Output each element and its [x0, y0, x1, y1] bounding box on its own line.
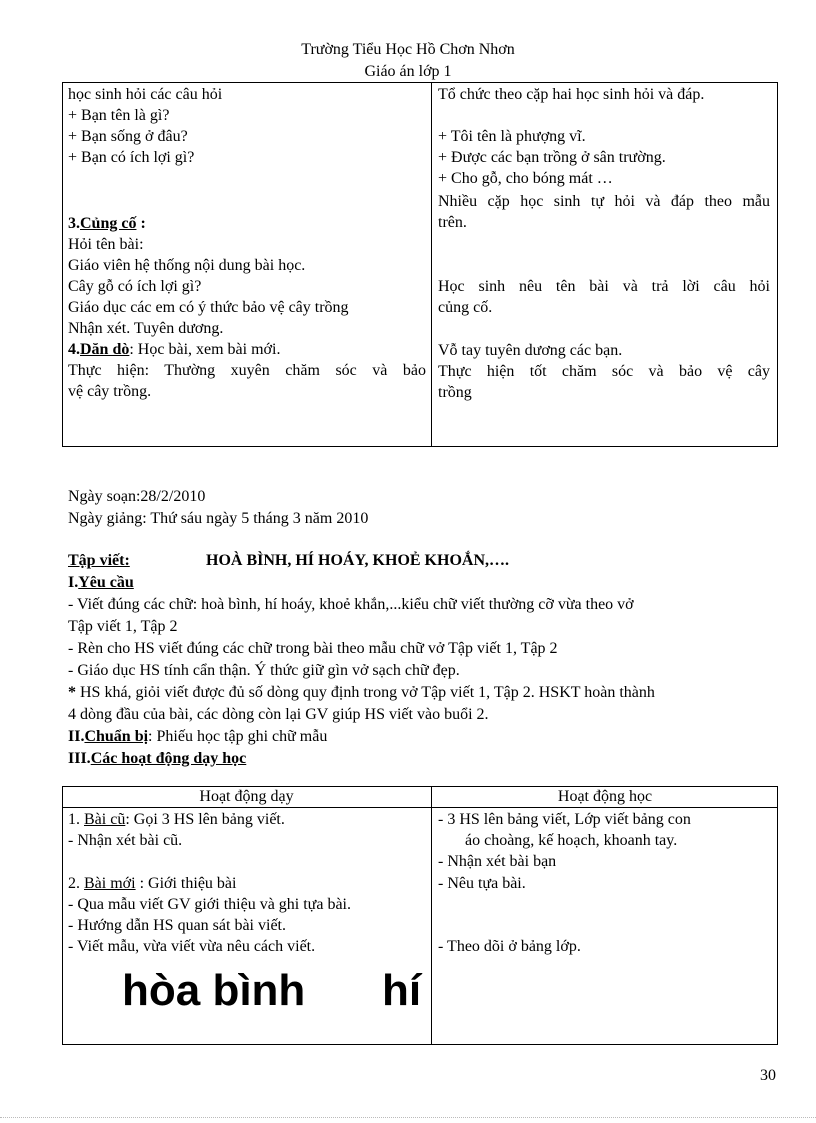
text-line: áo choàng, kế hoạch, khoanh tay.	[465, 832, 678, 849]
school-name: Trường Tiểu Học Hồ Chơn Nhơn	[301, 41, 515, 58]
section-colon: :	[136, 215, 146, 232]
page-number: 30	[760, 1067, 776, 1084]
question-item: + Bạn có ích lợi gì?	[68, 149, 195, 166]
handwriting-sample-hi: hí	[382, 966, 422, 1015]
text-line: - Viết mẫu, vừa viết vừa nêu cách viết.	[68, 938, 316, 955]
text-line: Thực hiện: Thường xuyên chăm sóc và bảo	[68, 362, 426, 379]
lesson-body	[68, 486, 788, 776]
text-line: học sinh hỏi các câu hỏi	[68, 86, 223, 103]
star-marker: *	[68, 684, 76, 701]
text-line: Giáo dục các em có ý thức bảo vệ cây trồng	[68, 299, 349, 316]
text-line: - Hướng dẫn HS quan sát bài viết.	[68, 917, 286, 934]
text-line: củng cố.	[438, 299, 493, 316]
question-item: + Bạn sống ở đâu?	[68, 128, 188, 145]
text-line: Vỗ tay tuyên dương các bạn.	[438, 342, 623, 359]
teaching-date: Ngày giảng: Thứ sáu ngày 5 tháng 3 năm 2010	[68, 510, 369, 527]
text-line: Tổ chức theo cặp hai học sinh hỏi và đáp.	[438, 86, 705, 103]
header-teaching-activity: Hoạt động dạy	[199, 788, 294, 805]
section-heading-yeu-cau	[68, 572, 788, 593]
subject-label: Tập viết:	[68, 552, 130, 569]
section-title: Chuẩn bị	[84, 728, 149, 745]
table-bottom-divider	[431, 786, 432, 1045]
answer-item: + Được các bạn trồng ở sân trường.	[438, 149, 666, 166]
text-line: Nhiều cặp học sinh tự hỏi và đáp theo mẫu	[438, 193, 770, 210]
objective-item: - Giáo dục HS tính cẩn thận. Ý thức giữ gìn vở sạch chữ đẹp.	[68, 662, 460, 679]
text-line: - Nhận xét bài bạn	[438, 853, 557, 870]
objective-item: - Viết đúng các chữ: hoà bình, hí hoáy, khoẻ khắn,...kiểu chữ viết thường cỡ vừa theo vở	[68, 596, 634, 613]
objective-item-advanced	[68, 682, 788, 703]
item-title: Bài mới	[84, 875, 136, 892]
text-line: vệ cây trồng.	[68, 383, 152, 400]
table-bottom-right-cell	[438, 809, 772, 1039]
text-line: Học sinh nêu tên bài và trả lời câu hỏi	[438, 278, 770, 295]
question-item: + Bạn tên là gì?	[68, 107, 170, 124]
item-number: 2.	[68, 875, 84, 892]
objective-text: HS khá, giỏi viết được đủ số dòng quy định trong vở Tập viết 1, Tập 2. HSKT hoàn thành	[76, 684, 655, 701]
section-number: I.	[68, 574, 79, 591]
text-line: - Qua mẫu viết GV giới thiệu và ghi tựa bài.	[68, 896, 351, 913]
handwriting-sample-hoa-binh: hòa bình	[122, 966, 306, 1015]
table-top-left-cell	[68, 84, 426, 424]
text-line: Giáo viên hệ thống nội dung bài học.	[68, 257, 306, 274]
new-lesson-line	[68, 873, 426, 894]
item-text: : Gọi 3 HS lên bảng viết.	[125, 811, 285, 828]
page-bottom-rule	[0, 1117, 816, 1118]
lesson-title: HOÀ BÌNH, HÍ HOÁY, KHOẺ KHOẮN,….	[206, 552, 509, 569]
table-top-divider	[431, 82, 432, 447]
section-rest: : Học bài, xem bài mới.	[129, 341, 281, 358]
item-text: : Giới thiệu bài	[135, 875, 237, 892]
text-line: trên.	[438, 214, 467, 231]
header-learning-activity: Hoạt động học	[557, 788, 653, 805]
text-line: - Nêu tựa bài.	[438, 875, 526, 892]
section-title: Dăn dò	[80, 341, 130, 358]
section-title: Các hoạt động dạy học	[90, 750, 247, 767]
section-number: 3.	[68, 215, 80, 232]
item-title: Bài cũ	[84, 811, 126, 828]
section-number: 4.	[68, 341, 80, 358]
section-heading-hoat-dong	[68, 748, 788, 769]
item-number: 1.	[68, 811, 84, 828]
old-lesson-line	[68, 809, 426, 830]
table-bottom-header-rule	[62, 807, 778, 808]
text-line: Thực hiện tốt chăm sóc và bảo vệ cây	[438, 363, 770, 380]
section-heading-dan-do	[68, 339, 426, 360]
class-title: Giáo án lớp 1	[364, 63, 452, 80]
table-bottom-left-cell	[68, 809, 426, 1039]
section-number: III.	[68, 750, 91, 767]
section-number: II.	[68, 728, 85, 745]
section-heading-cung-co	[68, 213, 426, 234]
section-rest: : Phiếu học tập ghi chữ mẫu	[148, 728, 328, 745]
text-line: - 3 HS lên bảng viết, Lớp viết bảng con	[438, 811, 691, 828]
text-line: Hỏi tên bài:	[68, 236, 144, 253]
text-line: - Nhận xét bài cũ.	[68, 832, 183, 849]
section-title: Yêu cầu	[78, 574, 134, 591]
answer-item: + Cho gỗ, cho bóng mát …	[438, 170, 613, 187]
section-title: Củng cố	[80, 215, 137, 232]
prepared-date: Ngày soạn:28/2/2010	[68, 488, 206, 505]
objective-item-cont: 4 dòng đầu của bài, các dòng còn lại GV giúp HS viết vào buổi 2.	[68, 706, 489, 723]
answer-item: + Tôi tên là phượng vĩ.	[438, 128, 586, 145]
objective-item-cont: Tập viết 1, Tập 2	[68, 618, 178, 635]
text-line: Cây gỗ có ích lợi gì?	[68, 278, 202, 295]
text-line: Nhận xét. Tuyên dương.	[68, 320, 224, 337]
objective-item: - Rèn cho HS viết đúng các chữ trong bài theo mẫu chữ vở Tập viết 1, Tập 2	[68, 640, 558, 657]
subject-line	[68, 550, 788, 571]
table-top-right-cell	[438, 84, 770, 424]
text-line: trồng	[438, 384, 472, 401]
text-line: - Theo dõi ở bảng lớp.	[438, 938, 581, 955]
section-heading-chuan-bi	[68, 726, 788, 747]
